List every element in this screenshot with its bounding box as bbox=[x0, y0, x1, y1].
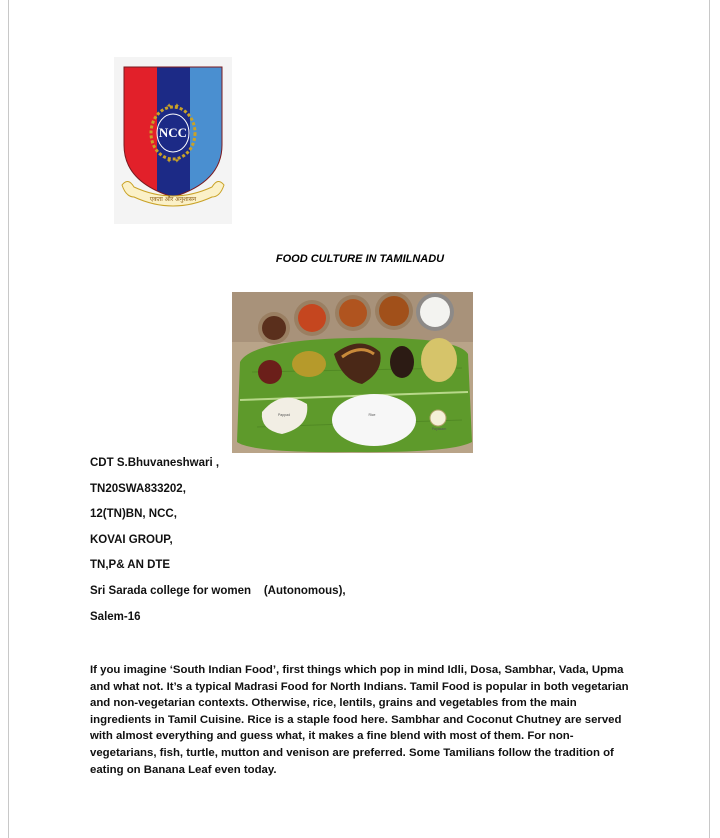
author-details bbox=[90, 456, 346, 635]
detail-directorate: TN,P& AN DTE bbox=[90, 559, 171, 572]
label-pappad: Pappad bbox=[277, 413, 291, 417]
logo-motto: एकता और अनुशासन bbox=[149, 196, 197, 203]
banana-leaf-meal-photo bbox=[232, 292, 473, 453]
label-payasam: Payasam bbox=[431, 427, 447, 431]
ncc-logo bbox=[114, 57, 232, 224]
document-title: FOOD CULTURE IN TAMILNADU bbox=[275, 253, 445, 265]
logo-text: NCC bbox=[158, 125, 188, 140]
detail-battalion: 12(TN)BN, NCC, bbox=[90, 508, 177, 521]
detail-city: Salem-16 bbox=[90, 610, 141, 623]
body-paragraph: If you imagine ‘South Indian Food’, first things which pop in mind Idli, Dosa, Sambhar, Vada, Upma and what not. It’s a typical Madrasi Food for North Indians. Tamil Food is popular in both vegetarian and non-vegetarian contexts. Otherwise, rice, lentils, grains and vegetables from the main ingredients in Tamil Cuisine. Rice is a staple food here. Sambhar and Coconut Chutney are served with almost everything and guess what, it makes a fine blend with most of them. For non-vegetarians, fish, turtle, mutton and venison are preferred. Some Tamilians follow the tradition of eating on Banana Leaf even today. bbox=[90, 664, 629, 776]
svg-text:✦ ✦: ✦ ✦ bbox=[166, 103, 180, 110]
detail-group: KOVAI GROUP, bbox=[90, 533, 173, 546]
detail-college: Sri Sarada college for women (Autonomous), bbox=[90, 584, 346, 597]
detail-name: CDT S.Bhuvaneshwari , bbox=[90, 457, 220, 469]
label-rice: Rice bbox=[368, 413, 376, 417]
detail-regno: TN20SWA833202, bbox=[90, 482, 186, 495]
svg-text:✦ ✦: ✦ ✦ bbox=[166, 158, 180, 165]
